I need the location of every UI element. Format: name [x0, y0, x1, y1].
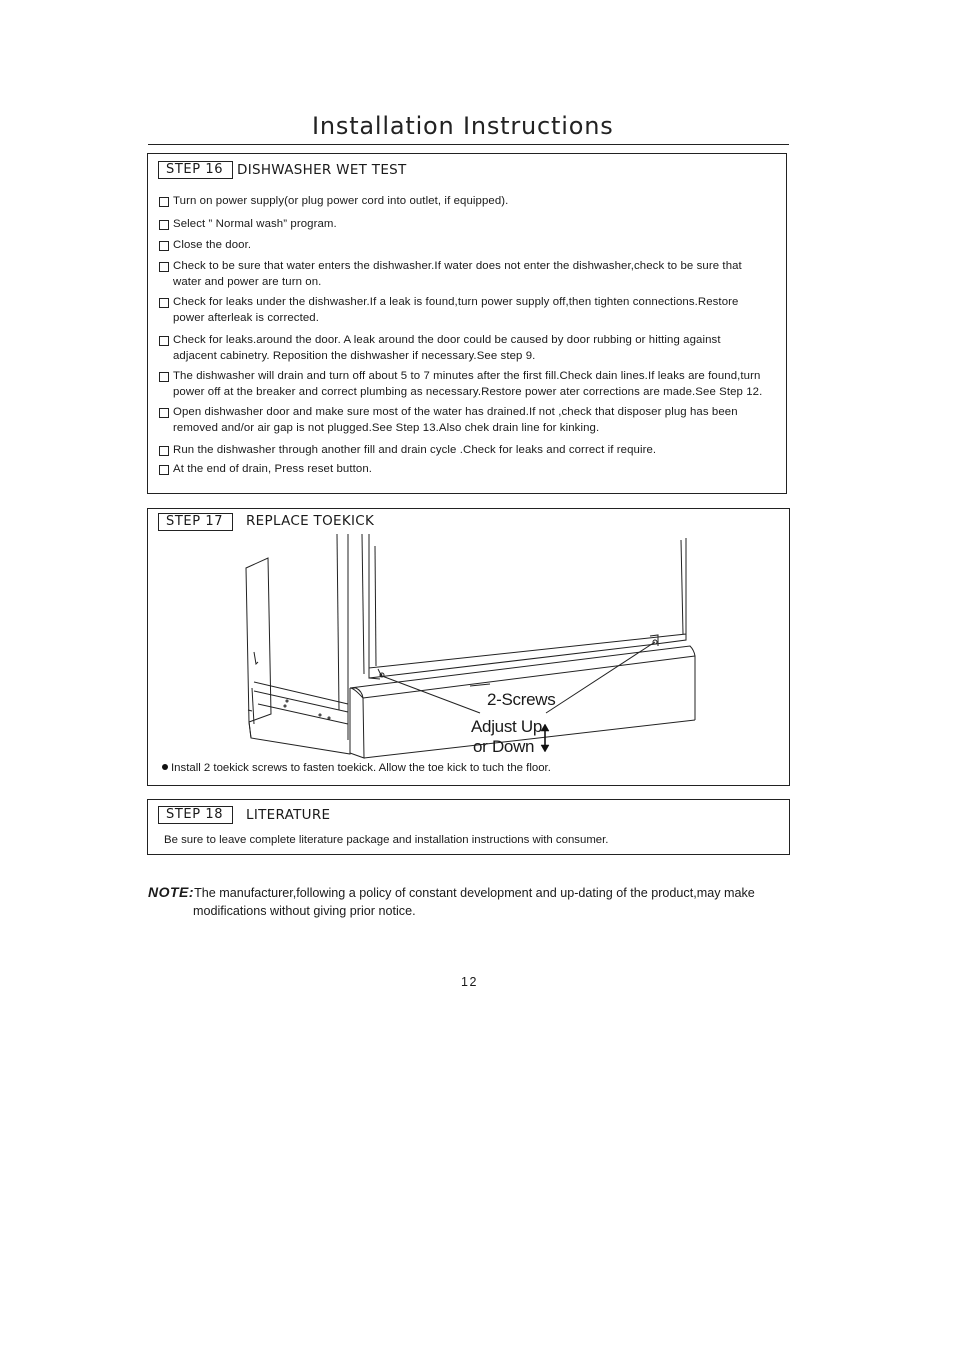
title-divider	[148, 144, 789, 145]
checklist-item: Run the dishwasher through another fill and drain cycle .Check for leaks and correct if require.	[159, 443, 656, 459]
note-label: NOTE:	[148, 884, 195, 900]
checklist-item: Check to be sure that water enters the dishwasher.If water does not enter the dishwasher,check to be sure that water and power are turn on.	[159, 259, 742, 290]
step18-tag: STEP 18	[158, 806, 233, 824]
note-text-line2: modifications without giving prior notice.	[193, 904, 416, 918]
note-block	[148, 884, 798, 902]
checklist-item: Check for leaks.around the door. A leak around the door could be caused by door rubbing or hitting against adjacent cabinetry. Reposition the dishwasher if necessary.See step 9.	[159, 333, 721, 364]
checkbox-icon	[159, 408, 169, 418]
step17-instruction: Install 2 toekick screws to fasten toekick. Allow the toe kick to tuch the floor.	[162, 761, 551, 776]
screws-label: 2-Screws	[487, 690, 556, 709]
checkbox-icon	[159, 241, 169, 251]
toekick-illustration	[150, 528, 780, 764]
checklist-item: Check for leaks under the dishwasher.If a leak is found,turn power supply off,then tighten connections.Restore power afterleak is corrected.	[159, 295, 738, 326]
page-title: Installation Instructions	[312, 112, 614, 140]
checkbox-icon	[159, 372, 169, 382]
checklist-item: Open dishwasher door and make sure most of the water has drained.If not ,check that disposer plug has been removed and/or air gap is not plugged.See Step 13.Also chek drain line for kinking.	[159, 405, 738, 436]
note-text-line1: The manufacturer,following a policy of constant development and up-dating of the product,may make	[194, 886, 755, 900]
checkbox-icon	[159, 446, 169, 456]
checklist-item: Turn on power supply(or plug power cord into outlet, if equipped).	[159, 194, 508, 210]
step17-title: REPLACE TOEKICK	[246, 513, 375, 529]
step18-title: LITERATURE	[246, 807, 331, 823]
step16-tag: STEP 16	[158, 161, 233, 179]
adjust-label-line1: Adjust Up	[471, 717, 543, 736]
step16-title: DISHWASHER WET TEST	[237, 162, 407, 178]
checkbox-icon	[159, 298, 169, 308]
step18-text: Be sure to leave complete literature package and installation instructions with consumer.	[164, 834, 609, 846]
checkbox-icon	[159, 262, 169, 272]
step17-tag: STEP 17	[158, 513, 233, 531]
adjust-label-line2: or Down	[473, 737, 535, 756]
checklist-item: The dishwasher will drain and turn off about 5 to 7 minutes after the first fill.Check dain lines.If leaks are found,turn power off at the breaker and correct plumbing as necessary.Restore power ater corrections are made.See Step 12.	[159, 369, 762, 400]
bullet-icon	[162, 764, 168, 770]
checkbox-icon	[159, 336, 169, 346]
checkbox-icon	[159, 465, 169, 475]
page-number: 12	[461, 975, 478, 989]
checklist-item: Close the door.	[159, 238, 251, 254]
checklist-item: At the end of drain, Press reset button.	[159, 462, 372, 478]
checkbox-icon	[159, 197, 169, 207]
checkbox-icon	[159, 220, 169, 230]
checklist-item: Select ” Normal wash” program.	[159, 217, 337, 233]
